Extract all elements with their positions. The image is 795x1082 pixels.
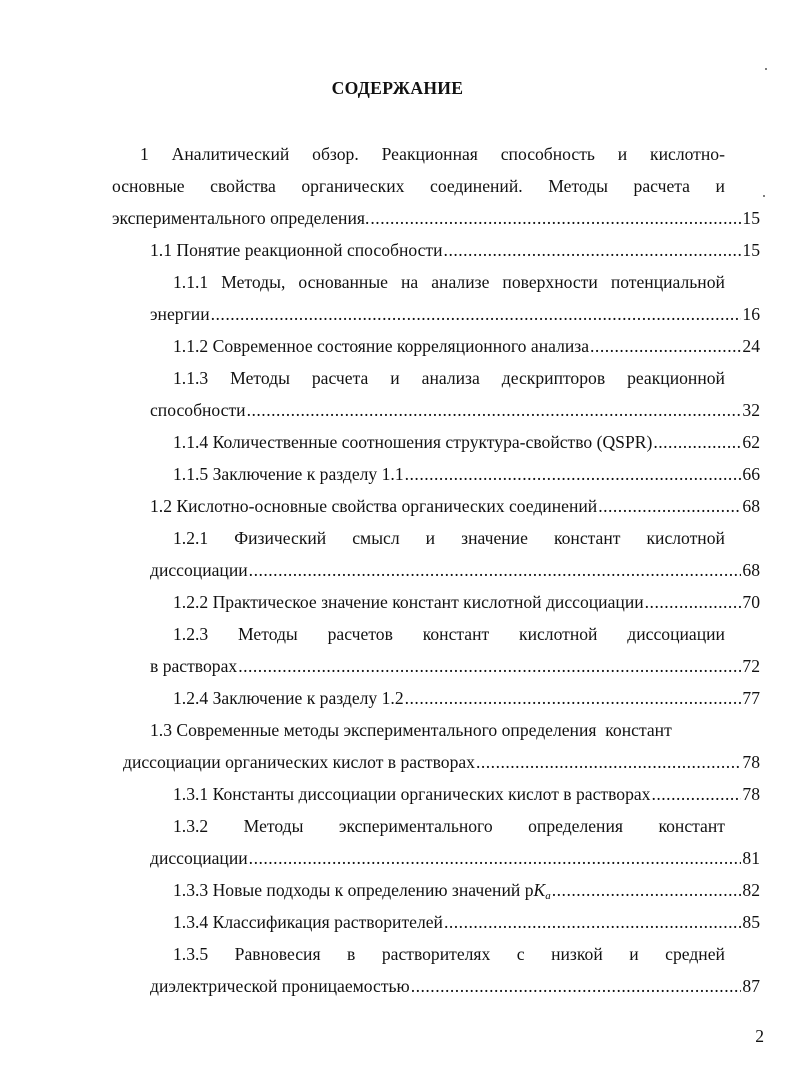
- toc-entry-1-1-3-line1: 1.1.3 Методы расчета и анализа дескрипторов реакционной: [173, 368, 725, 388]
- scan-speck: [765, 68, 767, 70]
- dot-leader: [598, 494, 741, 518]
- toc-entry-1-3-2-line2: диссоциации ..... 81: [150, 846, 760, 870]
- toc-entry-1-3-1: 1.3.1 Константы диссоциации органических кислот в растворах ..... 78: [173, 782, 760, 806]
- toc-entry-1-2-3-line1: 1.2.3 Методы расчетов констант кислотной диссоциации: [173, 624, 725, 644]
- toc-entry-1-1: 1.1 Понятие реакционной способности ..... 15: [150, 238, 760, 262]
- page-ref: 32: [742, 400, 760, 420]
- toc-entry-1-2-4: 1.2.4 Заключение к разделу 1.2 ..... 77: [173, 686, 760, 710]
- dot-leader: [238, 654, 741, 678]
- page-ref: 87: [742, 976, 760, 996]
- dot-leader: [444, 238, 742, 262]
- dot-leader: [653, 430, 741, 454]
- page-ref: 66: [742, 464, 760, 484]
- dot-leader: [370, 206, 741, 230]
- page-title: СОДЕРЖАНИЕ: [331, 78, 464, 98]
- page-ref: 15: [742, 240, 760, 260]
- toc-entry-1-3-3: 1.3.3 Новые подходы к определению значений $pK_a$ ..... 82: [173, 878, 760, 902]
- page-ref: 85: [742, 912, 760, 932]
- toc-entry-1-1-4: 1.1.4 Количественные соотношения структура-свойство (QSPR) ..... 62: [173, 430, 760, 454]
- page-ref: 78: [742, 752, 760, 772]
- toc-entry-1-3-5-line1: 1.3.5 Равновесия в растворителях с низкой и средней: [173, 944, 725, 964]
- dot-leader: [645, 590, 742, 614]
- page-ref: 62: [742, 432, 760, 452]
- dot-leader: [590, 334, 741, 358]
- page-ref: 72: [742, 656, 760, 676]
- dot-leader: [444, 910, 741, 934]
- page-number: 2: [755, 1026, 764, 1046]
- page-ref: 68: [742, 496, 760, 516]
- dot-leader: [249, 846, 742, 870]
- toc-entry-1-2-1-line1: 1.2.1 Физический смысл и значение констант кислотной: [173, 528, 725, 548]
- toc-entry-1-2: 1.2 Кислотно-основные свойства органических соединений ..... 68: [150, 494, 760, 518]
- dot-leader: [247, 398, 742, 422]
- toc-entry-1-2-3-line2: в растворах ..... 72: [150, 654, 760, 678]
- toc-entry-1-2-2: 1.2.2 Практическое значение констант кислотной диссоциации ..... 70: [173, 590, 760, 614]
- toc-entry-1-3-line2: диссоциации органических кислот в растворах ..... 78: [123, 750, 760, 774]
- toc-entry-1-1-1-line2: энергии ..... 16: [150, 302, 760, 326]
- toc-entry-1-1-2: 1.1.2 Современное состояние корреляционного анализа ..... 24: [173, 334, 760, 358]
- toc-entry-1-3-4: 1.3.4 Классификация растворителей ..... 85: [173, 910, 760, 934]
- toc-entry-1-1-1-line1: 1.1.1 Методы, основанные на анализе поверхности потенциальной: [173, 272, 725, 292]
- dot-leader: [476, 750, 741, 774]
- dot-leader: [651, 782, 741, 806]
- toc-entry-1-3-5-line2: диэлектрической проницаемостью ..... 87: [150, 974, 760, 998]
- toc-entry-1-1-3-line2: способности ..... 32: [150, 398, 760, 422]
- toc-entry-1-line1: 1 Аналитический обзор. Реакционная способность и кислотно-: [140, 144, 725, 164]
- page-ref: 68: [742, 560, 760, 580]
- dot-leader: [552, 878, 742, 902]
- dot-leader: [411, 974, 742, 998]
- page-ref: 70: [742, 592, 760, 612]
- toc-entry-1-2-1-line2: диссоциации ..... 68: [150, 558, 760, 582]
- toc-entry-1-3-2-line1: 1.3.2 Методы экспериментального определения констант: [173, 816, 725, 836]
- page-ref: 78: [742, 784, 760, 804]
- toc-entry-1-line2: основные свойства органических соединений. Методы расчета и: [112, 176, 725, 196]
- toc-entry-1-3-line1: 1.3 Современные методы экспериментального определения констант: [150, 720, 672, 740]
- page-ref: 82: [742, 880, 760, 900]
- toc-entry-1-line3: экспериментального определения. ..... 15: [112, 206, 760, 230]
- page-ref: 15: [742, 208, 760, 228]
- toc-entry-1-1-5: 1.1.5 Заключение к разделу 1.1 ..... 66: [173, 462, 760, 486]
- page-ref: 24: [742, 336, 760, 356]
- dot-leader: [405, 686, 742, 710]
- dot-leader: [211, 302, 742, 326]
- scan-speck: [763, 195, 765, 197]
- page-ref: 16: [742, 304, 760, 324]
- dot-leader: [249, 558, 742, 582]
- page-ref: 77: [742, 688, 760, 708]
- page-ref: 81: [742, 848, 760, 868]
- dot-leader: [405, 462, 742, 486]
